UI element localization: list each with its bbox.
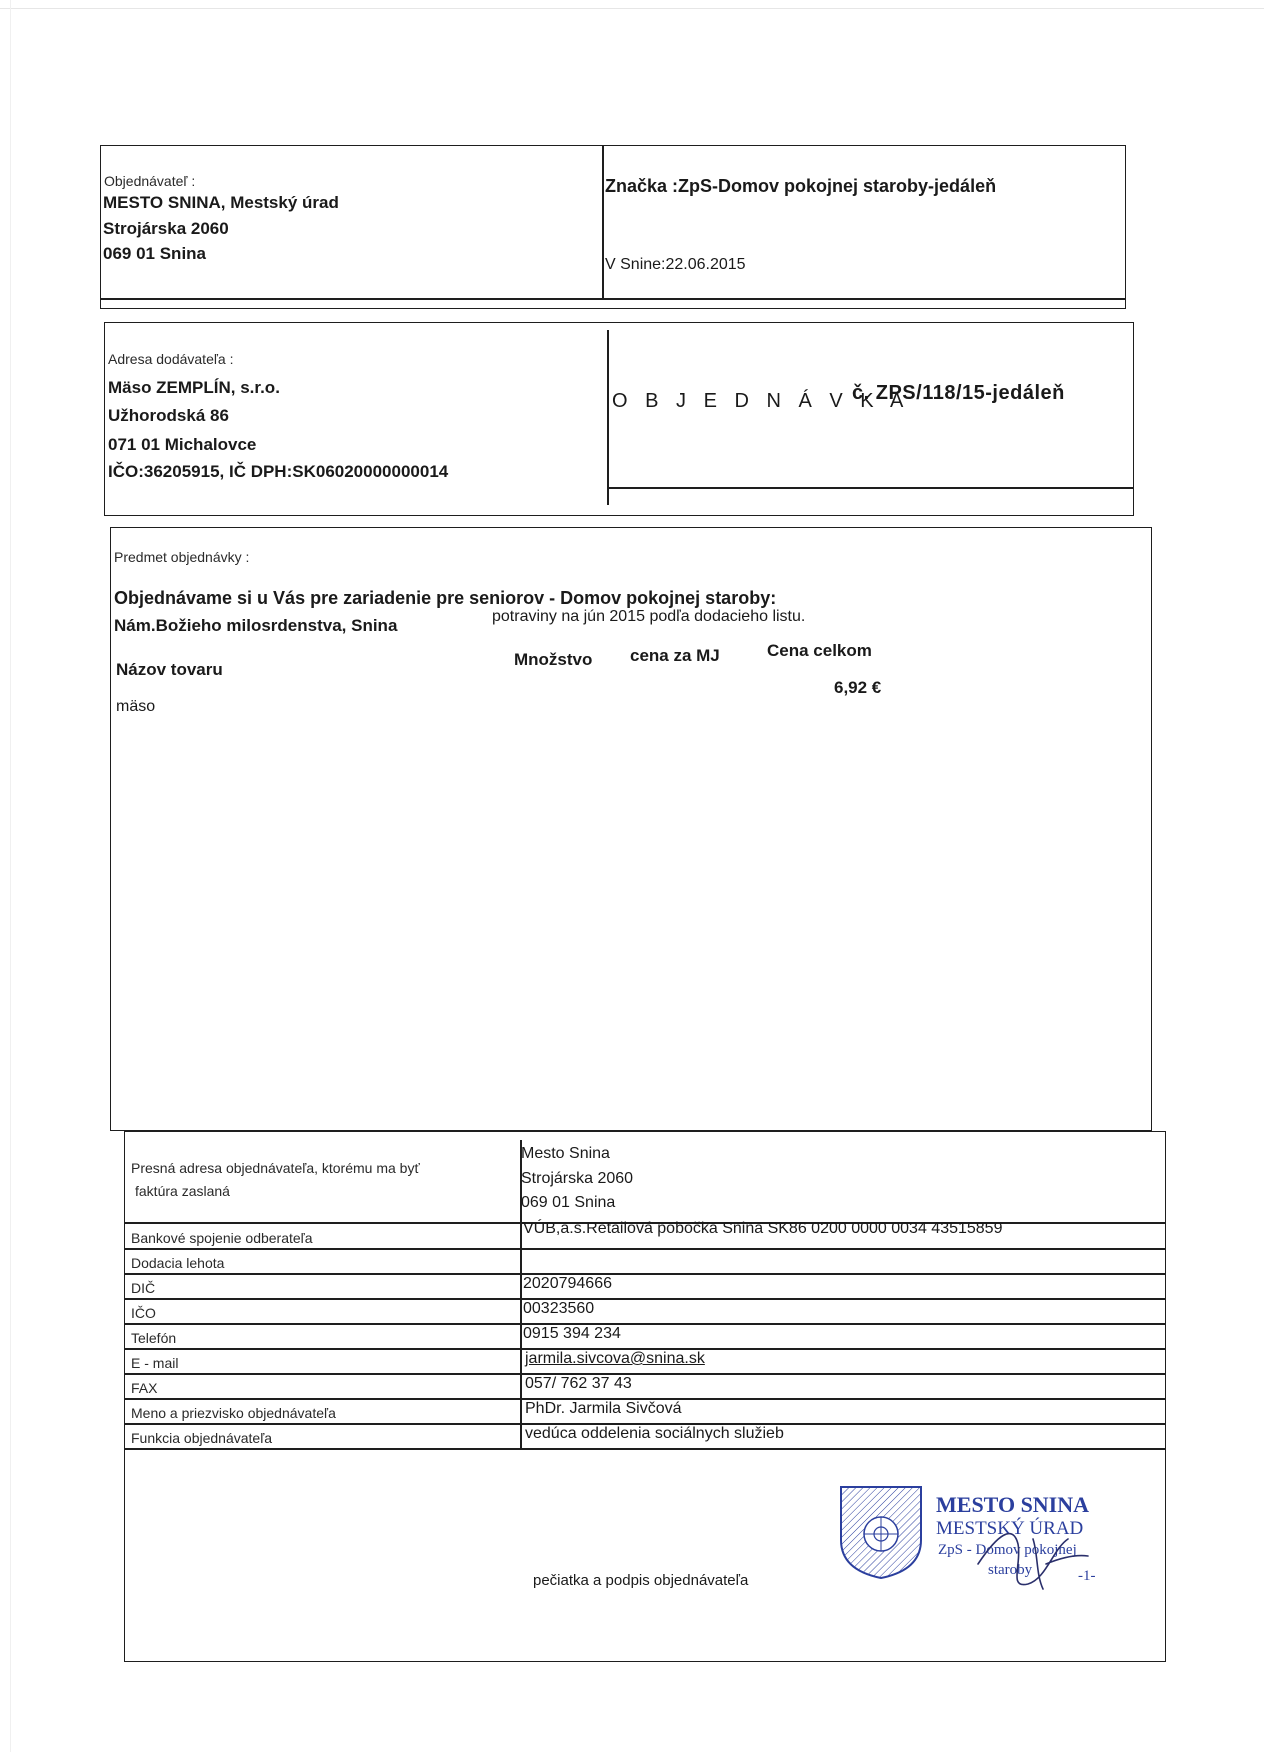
- phone-value: 0915 394 234: [523, 1325, 621, 1342]
- row-rule: [124, 1448, 1166, 1450]
- orderer-street: Strojárska 2060: [103, 219, 229, 238]
- official-stamp: [838, 1484, 1098, 1604]
- supplier-ids: IČO:36205915, IČ DPH:SK06020000000014: [108, 462, 449, 481]
- function-value: vedúca oddelenia sociálnych služieb: [525, 1425, 784, 1442]
- supplier-street: Užhorodská 86: [108, 406, 229, 425]
- item-total: 6,92 €: [834, 678, 882, 697]
- stamp-line-4: staroby: [988, 1562, 1033, 1578]
- row-rule: [124, 1373, 1166, 1375]
- email-label: E - mail: [131, 1355, 179, 1371]
- subject-line-1: Objednávame si u Vás pre zariadenie pre seniorov - Domov pokojnej staroby:: [114, 588, 777, 608]
- stamp-line-1: MESTO SNINA: [936, 1492, 1090, 1517]
- ico-label: IČO: [131, 1305, 156, 1321]
- supplier-city: 071 01 Michalovce: [108, 435, 257, 454]
- scan-artifact-edge: [10, 0, 11, 1752]
- subject-line-2: Nám.Božieho milosrdenstva, Snina: [114, 616, 398, 635]
- dic-value: 2020794666: [523, 1275, 612, 1292]
- supplier-right-bottom: [607, 487, 1134, 489]
- column-item-name: Názov tovaru: [116, 660, 223, 679]
- column-total: Cena celkom: [767, 641, 872, 660]
- row-rule: [124, 1298, 1166, 1300]
- orderer-city: 069 01 Snina: [103, 244, 207, 263]
- ico-value: 00323560: [523, 1300, 595, 1317]
- header-divider: [602, 145, 604, 299]
- stamp-line-3: ZpS - Domov pokojnej: [938, 1542, 1077, 1558]
- bank-value: VÚB,a.s.Retailová pobočka Snina SK86 0200 0000 0034 43515859: [523, 1220, 1003, 1237]
- order-heading: O B J E D N Á V K A: [612, 390, 910, 412]
- handwritten-signature: [958, 1494, 1098, 1604]
- address-value-1: Mesto Snina: [521, 1145, 610, 1162]
- supplier-label: Adresa dodávateľa :: [108, 351, 234, 367]
- page-number-mark: -1-: [1078, 1568, 1096, 1584]
- orderer-label: Objednávateľ :: [104, 173, 196, 189]
- subject-note: potraviny na jún 2015 podľa dodacieho listu.: [492, 608, 806, 625]
- subject-label: Predmet objednávky :: [114, 549, 250, 565]
- fax-label: FAX: [131, 1380, 158, 1396]
- scan-artifact-line: [0, 8, 1264, 9]
- signature-label: pečiatka a podpis objednávateľa: [533, 1572, 749, 1589]
- item-name: mäso: [116, 698, 156, 715]
- column-quantity: Množstvo: [514, 650, 593, 669]
- name-label: Meno a priezvisko objednávateľa: [131, 1405, 336, 1421]
- fax-value: 057/ 762 37 43: [525, 1375, 632, 1392]
- supplier-name: Mäso ZEMPLÍN, s.r.o.: [108, 378, 280, 397]
- name-value: PhDr. Jarmila Sivčová: [525, 1400, 682, 1417]
- address-label-2: faktúra zaslaná: [135, 1183, 230, 1199]
- header-bottom-rule: [100, 298, 1126, 300]
- row-rule: [124, 1248, 1166, 1250]
- delivery-label: Dodacia lehota: [131, 1255, 225, 1271]
- bank-label: Bankové spojenie odberateľa: [131, 1230, 313, 1246]
- address-value-3: 069 01 Snina: [521, 1194, 616, 1211]
- address-value-2: Strojárska 2060: [521, 1170, 634, 1187]
- stamp-line-2: MESTSKÝ ÚRAD: [936, 1518, 1084, 1539]
- orderer-name: MESTO SNINA, Mestský úrad: [103, 193, 339, 212]
- order-number: č. ZPS/118/15-jedáleň: [852, 382, 1065, 404]
- mark-reference: Značka :ZpS-Domov pokojnej staroby-jedáleň: [605, 176, 997, 196]
- order-date: V Snine:22.06.2015: [605, 256, 746, 273]
- row-rule: [124, 1323, 1166, 1325]
- supplier-divider: [607, 330, 609, 505]
- address-label-1: Presná adresa objednávateľa, ktorému ma byť: [131, 1160, 420, 1176]
- phone-label: Telefón: [131, 1330, 177, 1346]
- email-value[interactable]: jarmila.sivcova@snina.sk: [525, 1350, 705, 1367]
- row-rule: [124, 1273, 1166, 1275]
- city-coat-of-arms-icon: [838, 1484, 924, 1580]
- column-unit-price: cena za MJ: [630, 646, 720, 665]
- function-label: Funkcia objednávateľa: [131, 1430, 273, 1446]
- header-box: [100, 145, 1126, 309]
- dic-label: DIČ: [131, 1280, 156, 1296]
